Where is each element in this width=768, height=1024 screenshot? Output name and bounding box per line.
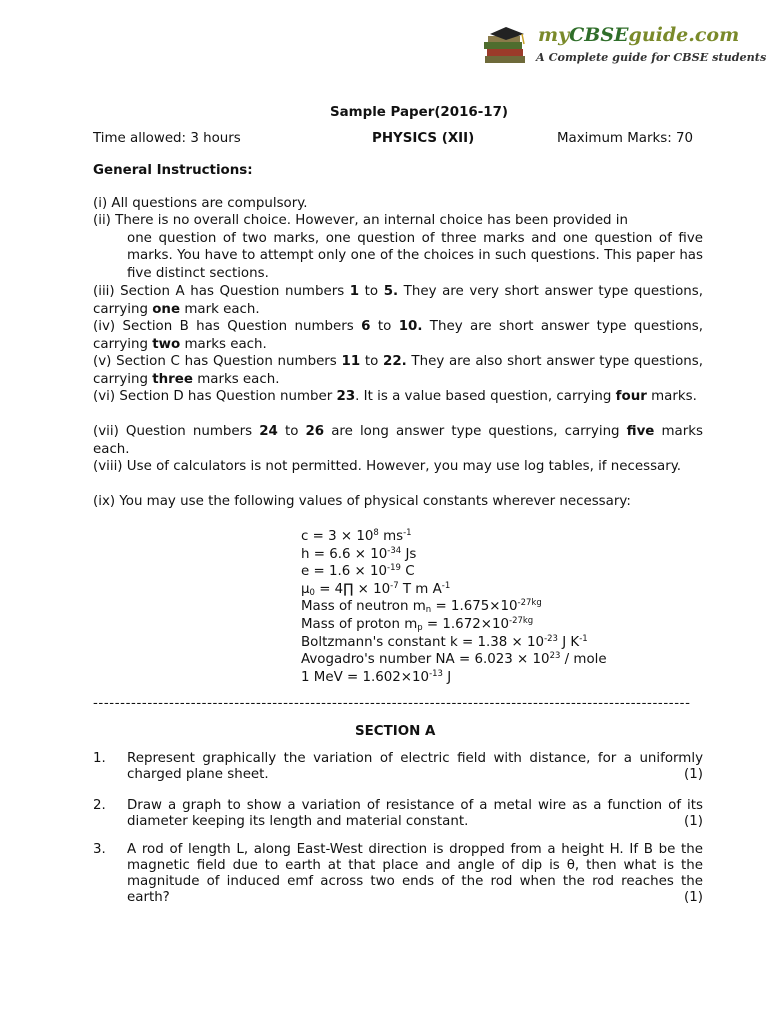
constant-e: $e = 1.6 \times 10^{-19}$ C bbox=[301, 563, 415, 580]
question-text: Represent graphically the variation of electric field with distance, for a uniformly charged plane sheet. bbox=[127, 751, 703, 782]
maximum-marks: Maximum Marks: 70 bbox=[557, 131, 694, 146]
brand-tagline: A Complete guide for CBSE students bbox=[536, 50, 767, 64]
constant-mev: 1 MeV = $1.602\times 10^{-13}$ J bbox=[301, 668, 452, 685]
constant-neutron-mass: Mass of neutron $m_n = 1.675\times 10^{-27kg}$ bbox=[301, 598, 542, 616]
question-number: 3. bbox=[93, 842, 106, 857]
question-3 bbox=[93, 842, 703, 906]
instruction-vi: (vi) Section D has Question number 23. It is a value based question, carrying four marks. bbox=[93, 389, 697, 404]
instruction-ii: (ii) There is no overall choice. However, an internal choice has been provided in one question of two marks, one question of three marks and one question of five marks. You have to attempt only one of the choices in such questions. This paper has five distinct sections. bbox=[93, 213, 703, 281]
books-icon bbox=[482, 26, 532, 66]
question-number: 1. bbox=[93, 751, 106, 766]
instruction-viii: (viii) Use of calculators is not permitted. However, you may use log tables, if necessary. bbox=[93, 459, 682, 474]
instruction-i: (i) All questions are compulsory. bbox=[93, 196, 308, 211]
question-1 bbox=[93, 751, 703, 783]
paper-title: Sample Paper(2016-17) bbox=[330, 105, 509, 120]
constant-c: $c = 3 \times 10^8$ $ms^{-1}$ bbox=[301, 528, 412, 544]
constant-mu0: $\mu_0$ = 4∏ × $10^{-7}$ T m $A^{-1}$ bbox=[301, 580, 451, 598]
question-marks: (1) bbox=[684, 814, 703, 829]
constant-avogadro: Avogadro's number NA = $6.023 \times 10^{23}$ / mole bbox=[301, 651, 607, 668]
question-marks: (1) bbox=[684, 767, 703, 782]
constant-h: $h = 6.6 \times 10^{-34}$ Js bbox=[301, 545, 417, 562]
constant-proton-mass: Mass of proton $m_p = 1.672\times 10^{-27kg}$ bbox=[301, 615, 534, 633]
brand-name: myCBSEguide.com bbox=[538, 24, 740, 46]
question-number: 2. bbox=[93, 798, 106, 813]
brand-logo bbox=[482, 24, 767, 68]
subject-title: PHYSICS (XII) bbox=[372, 131, 475, 146]
instruction-vii: (vii) Question numbers 24 to 26 are long answer type questions, carrying five marks each. bbox=[93, 424, 703, 457]
instructions-heading: General Instructions: bbox=[93, 163, 253, 178]
question-text: A rod of length L, along East-West direction is dropped from a height H. If B be the magnetic field due to earth at that place and angle of dip is θ, then what is the magnitude of induced emf across two ends of the rod when the rod reaches the earth? bbox=[127, 842, 703, 905]
question-marks: (1) bbox=[684, 890, 703, 905]
question-text: Draw a graph to show a variation of resistance of a metal wire as a function of its diameter keeping its length and material constant. bbox=[127, 798, 703, 829]
instruction-iii: (iii) Section A has Question numbers 1 to 5. They are very short answer type questions, carrying one mark each. bbox=[93, 284, 703, 317]
question-2 bbox=[93, 798, 703, 830]
instruction-ix: (ix) You may use the following values of physical constants wherever necessary: bbox=[93, 494, 631, 509]
physical-constants bbox=[301, 528, 607, 686]
instruction-v: (v) Section C has Question numbers 11 to 22. They are also short answer type questions, carrying three marks each. bbox=[93, 354, 704, 387]
instruction-iv: (iv) Section B has Question numbers 6 to 10. They are short answer type questions, carrying two marks each. bbox=[93, 319, 703, 352]
constant-boltzmann: Boltzmann's constant $k = 1.38 \times 10^{-23}$ J $K^{-1}$ bbox=[301, 633, 588, 650]
time-allowed: Time allowed: 3 hours bbox=[93, 131, 241, 146]
section-a-heading: SECTION A bbox=[355, 724, 436, 739]
section-divider: -------------------------------------------------------------------------------------------------------------- bbox=[93, 696, 691, 711]
